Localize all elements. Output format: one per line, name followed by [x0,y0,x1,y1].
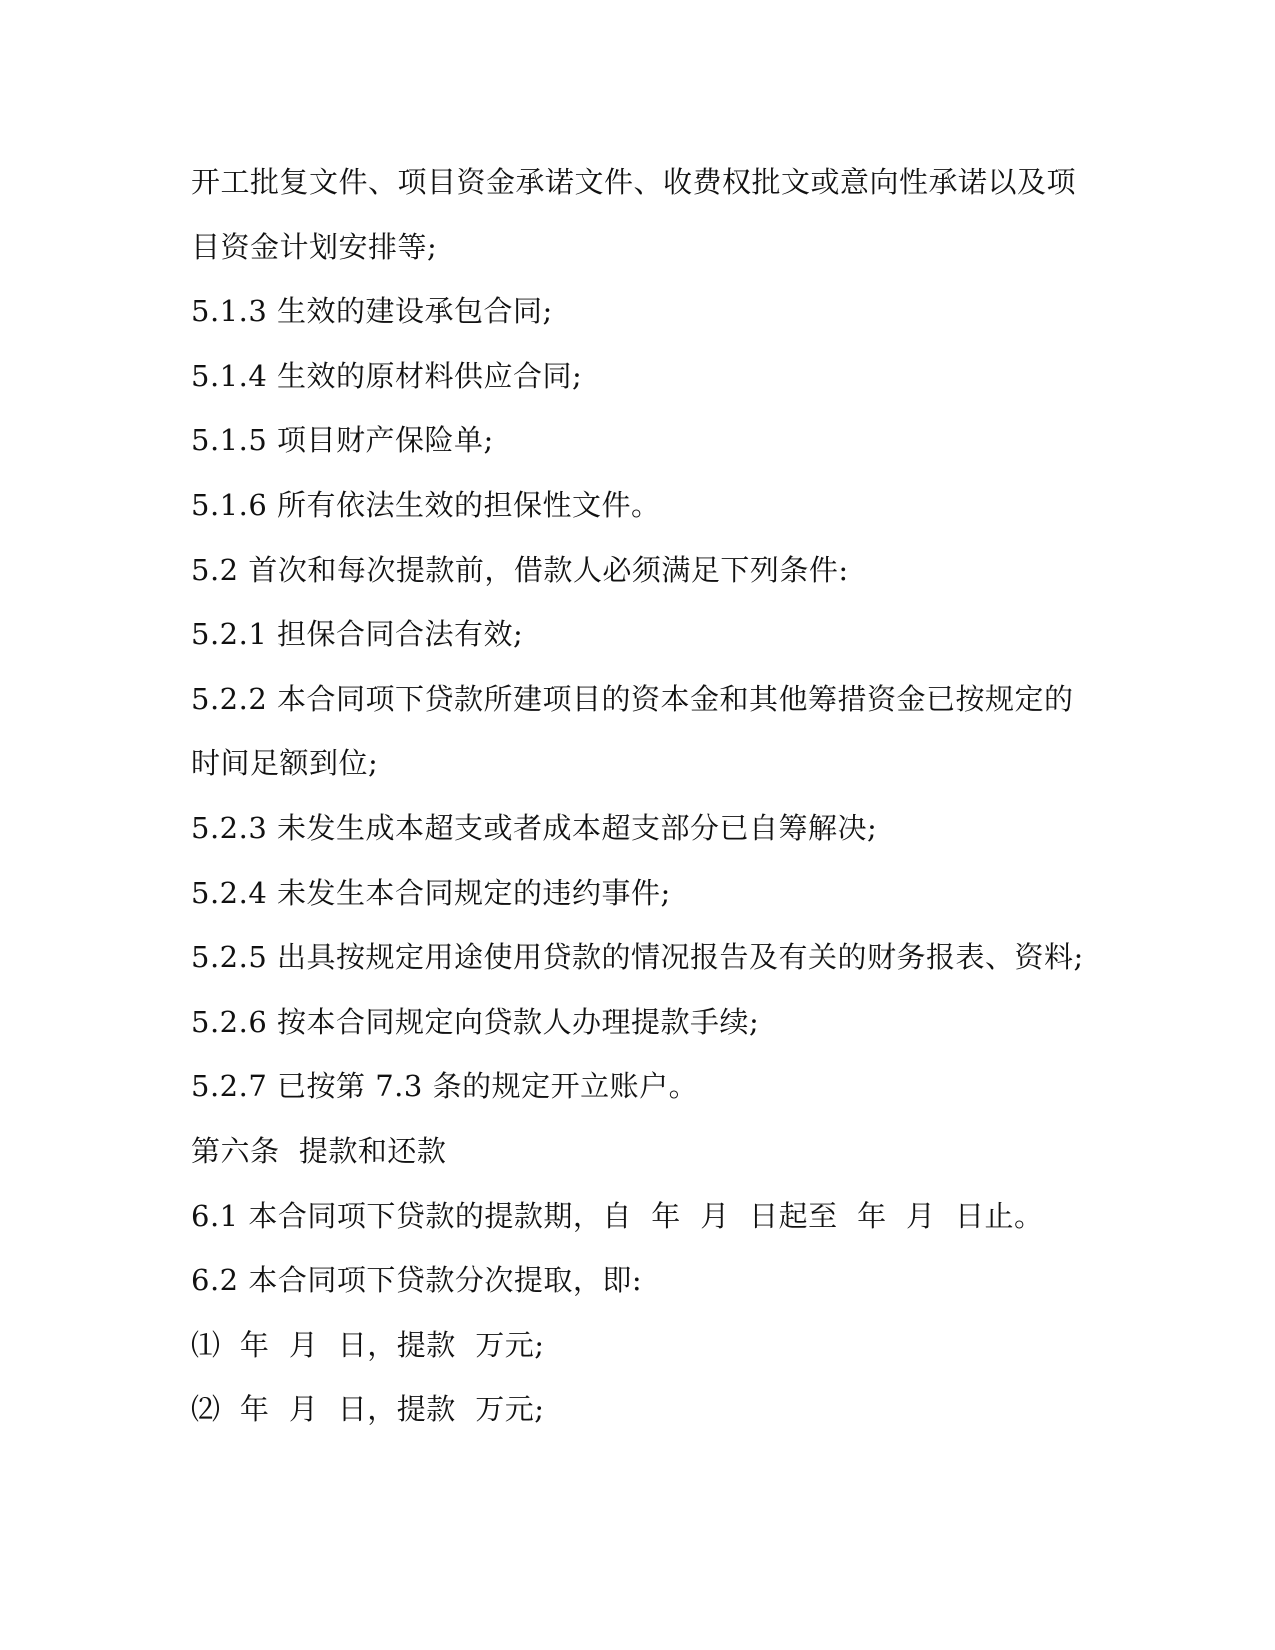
clause-6-2: 6.2 本合同项下贷款分次提取，即: [191,1263,643,1298]
clause-5-2-3: 5.2.3 未发生成本超支或者成本超支部分已自筹解决; [191,810,878,845]
clause-5-1-4: 5.1.4 生效的原材料供应合同; [191,358,583,393]
clause-5-2-1: 5.2.1 担保合同合法有效; [191,617,524,652]
clause-5-2-7: 5.2.7 已按第 7.3 条的规定开立账户。 [191,1069,699,1104]
clause-5-2-4: 5.2.4 未发生本合同规定的违约事件; [191,875,671,910]
text-line: 开工批复文件、项目资金承诺文件、收费权批文或意向性承诺以及项 [191,165,1077,199]
clause-5-1-6: 5.1.6 所有依法生效的担保性文件。 [191,487,661,522]
clause-5-1-5: 5.1.5 项目财产保险单; [191,423,494,458]
text-line: 目资金计划安排等; [191,229,438,264]
clause-5-2: 5.2 首次和每次提款前，借款人必须满足下列条件: [191,552,849,587]
clause-5-2-2: 5.2.2 本合同项下贷款所建项目的资本金和其他筹措资金已按规定的 [191,681,1074,716]
clause-5-2-6: 5.2.6 按本合同规定向贷款人办理提款手续; [191,1004,760,1039]
document-body [191,150,1091,1442]
installment-item: ⑴ 年 月 日，提款 万元; [191,1327,545,1362]
clause-5-2-5: 5.2.5 出具按规定用途使用贷款的情况报告及有关的财务报表、资料; [191,940,1084,975]
text-line: 时间足额到位; [191,746,379,781]
clause-5-1-3: 5.1.3 生效的建设承包合同; [191,294,553,329]
clause-6-1: 6.1 本合同项下贷款的提款期，自 年 月 日起至 年 月 日止。 [191,1198,1044,1233]
installment-item: ⑵ 年 月 日，提款 万元; [191,1392,545,1427]
article-heading: 第六条 提款和还款 [191,1133,447,1168]
